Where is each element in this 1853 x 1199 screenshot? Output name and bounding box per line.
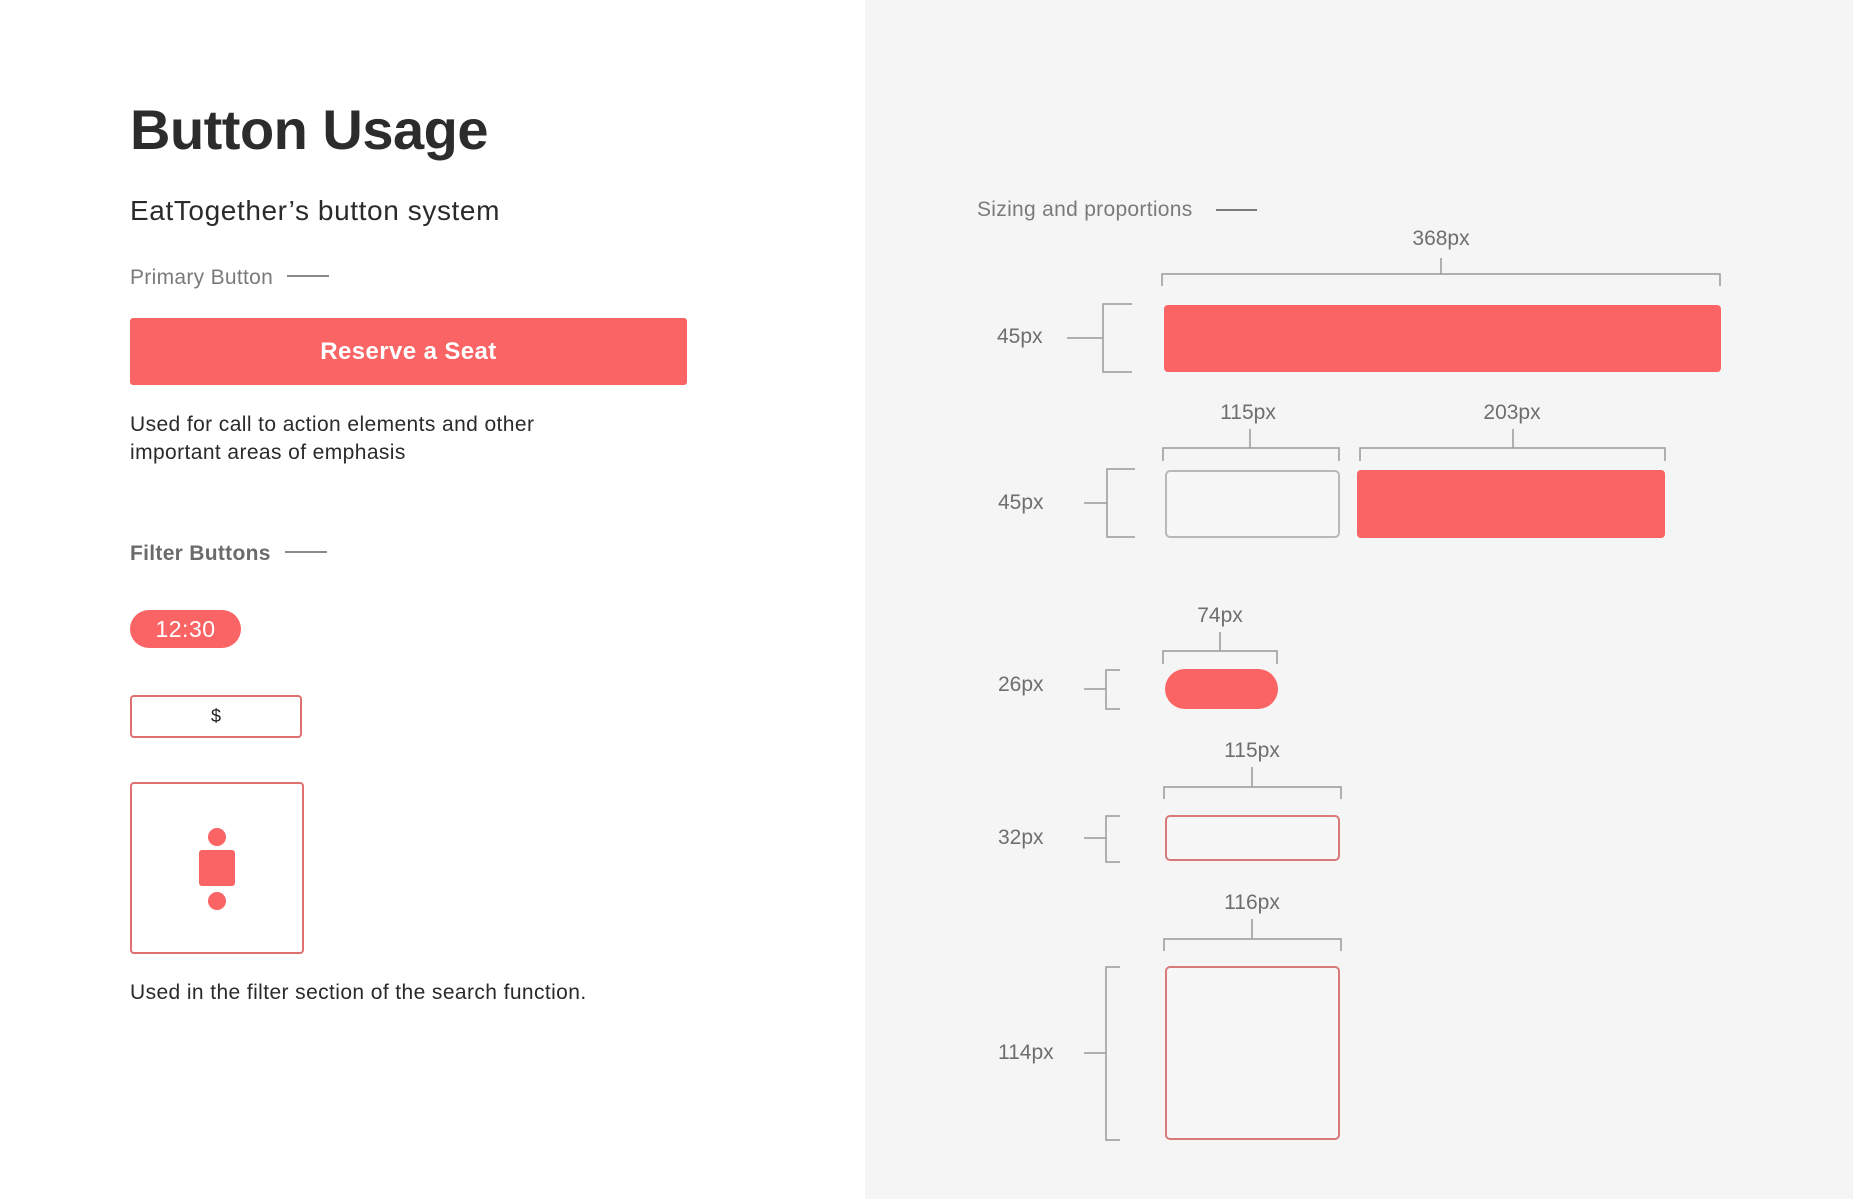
height-label-row-3: 26px	[998, 673, 1044, 696]
page-subtitle: EatTogether’s button system	[130, 195, 501, 226]
primary-button-section-label	[130, 264, 329, 292]
height-bracket-45-b	[1084, 469, 1135, 537]
page-title: Button Usage	[130, 98, 488, 161]
height-label-row-4: 32px	[998, 826, 1044, 849]
width-bracket-116	[1164, 919, 1341, 951]
person-icon-feet	[208, 892, 226, 910]
height-bracket-45-a	[1067, 304, 1132, 372]
primary-button-section-text: Primary Button	[130, 266, 274, 289]
width-label-115-a: 115px	[1220, 401, 1276, 424]
width-bracket-115-a	[1163, 429, 1339, 461]
reserve-seat-button[interactable]: Reserve a Seat	[130, 318, 687, 385]
person-icon-body	[199, 850, 235, 886]
height-bracket-26	[1084, 670, 1120, 709]
height-label-row-2: 45px	[998, 491, 1044, 514]
width-label-74: 74px	[1197, 604, 1243, 627]
primary-description-line-1: Used for call to action elements and other	[130, 413, 535, 436]
spec-primary-button-narrow	[1357, 470, 1665, 538]
sizing-section-label: Sizing and proportions	[977, 198, 1193, 221]
width-bracket-203	[1360, 429, 1665, 461]
height-bracket-114	[1084, 967, 1120, 1140]
height-label-row-5: 114px	[998, 1041, 1054, 1064]
height-bracket-32	[1084, 816, 1120, 862]
width-label-116: 116px	[1224, 891, 1280, 914]
spec-outline-button	[1165, 815, 1340, 861]
divider-dash	[287, 275, 329, 277]
price-filter-button[interactable]: $	[130, 695, 302, 738]
width-label-368: 368px	[1412, 227, 1470, 250]
height-label-row-1: 45px	[997, 325, 1043, 348]
width-bracket-74	[1163, 632, 1277, 664]
spec-pill-chip	[1165, 669, 1278, 709]
person-icon-head	[208, 828, 226, 846]
spec-secondary-button	[1165, 470, 1340, 538]
filter-buttons-description: Used in the filter section of the search function.	[130, 981, 587, 1004]
divider-dash	[285, 551, 327, 553]
width-bracket-115-b	[1164, 767, 1341, 799]
width-bracket-368	[1162, 258, 1720, 286]
spec-primary-button	[1164, 305, 1721, 372]
width-label-203: 203px	[1483, 401, 1541, 424]
primary-button-description	[130, 411, 534, 467]
filter-buttons-section-label	[130, 540, 327, 568]
spec-square-button	[1165, 966, 1340, 1140]
filter-buttons-section-text: Filter Buttons	[130, 542, 271, 565]
time-filter-chip[interactable]: 12:30	[130, 610, 241, 648]
width-label-115-b: 115px	[1224, 739, 1280, 762]
left-panel	[0, 0, 865, 1199]
measurement-lines	[865, 0, 1853, 1199]
party-size-filter-button[interactable]	[130, 782, 304, 954]
primary-description-line-2: important areas of emphasis	[130, 441, 406, 464]
